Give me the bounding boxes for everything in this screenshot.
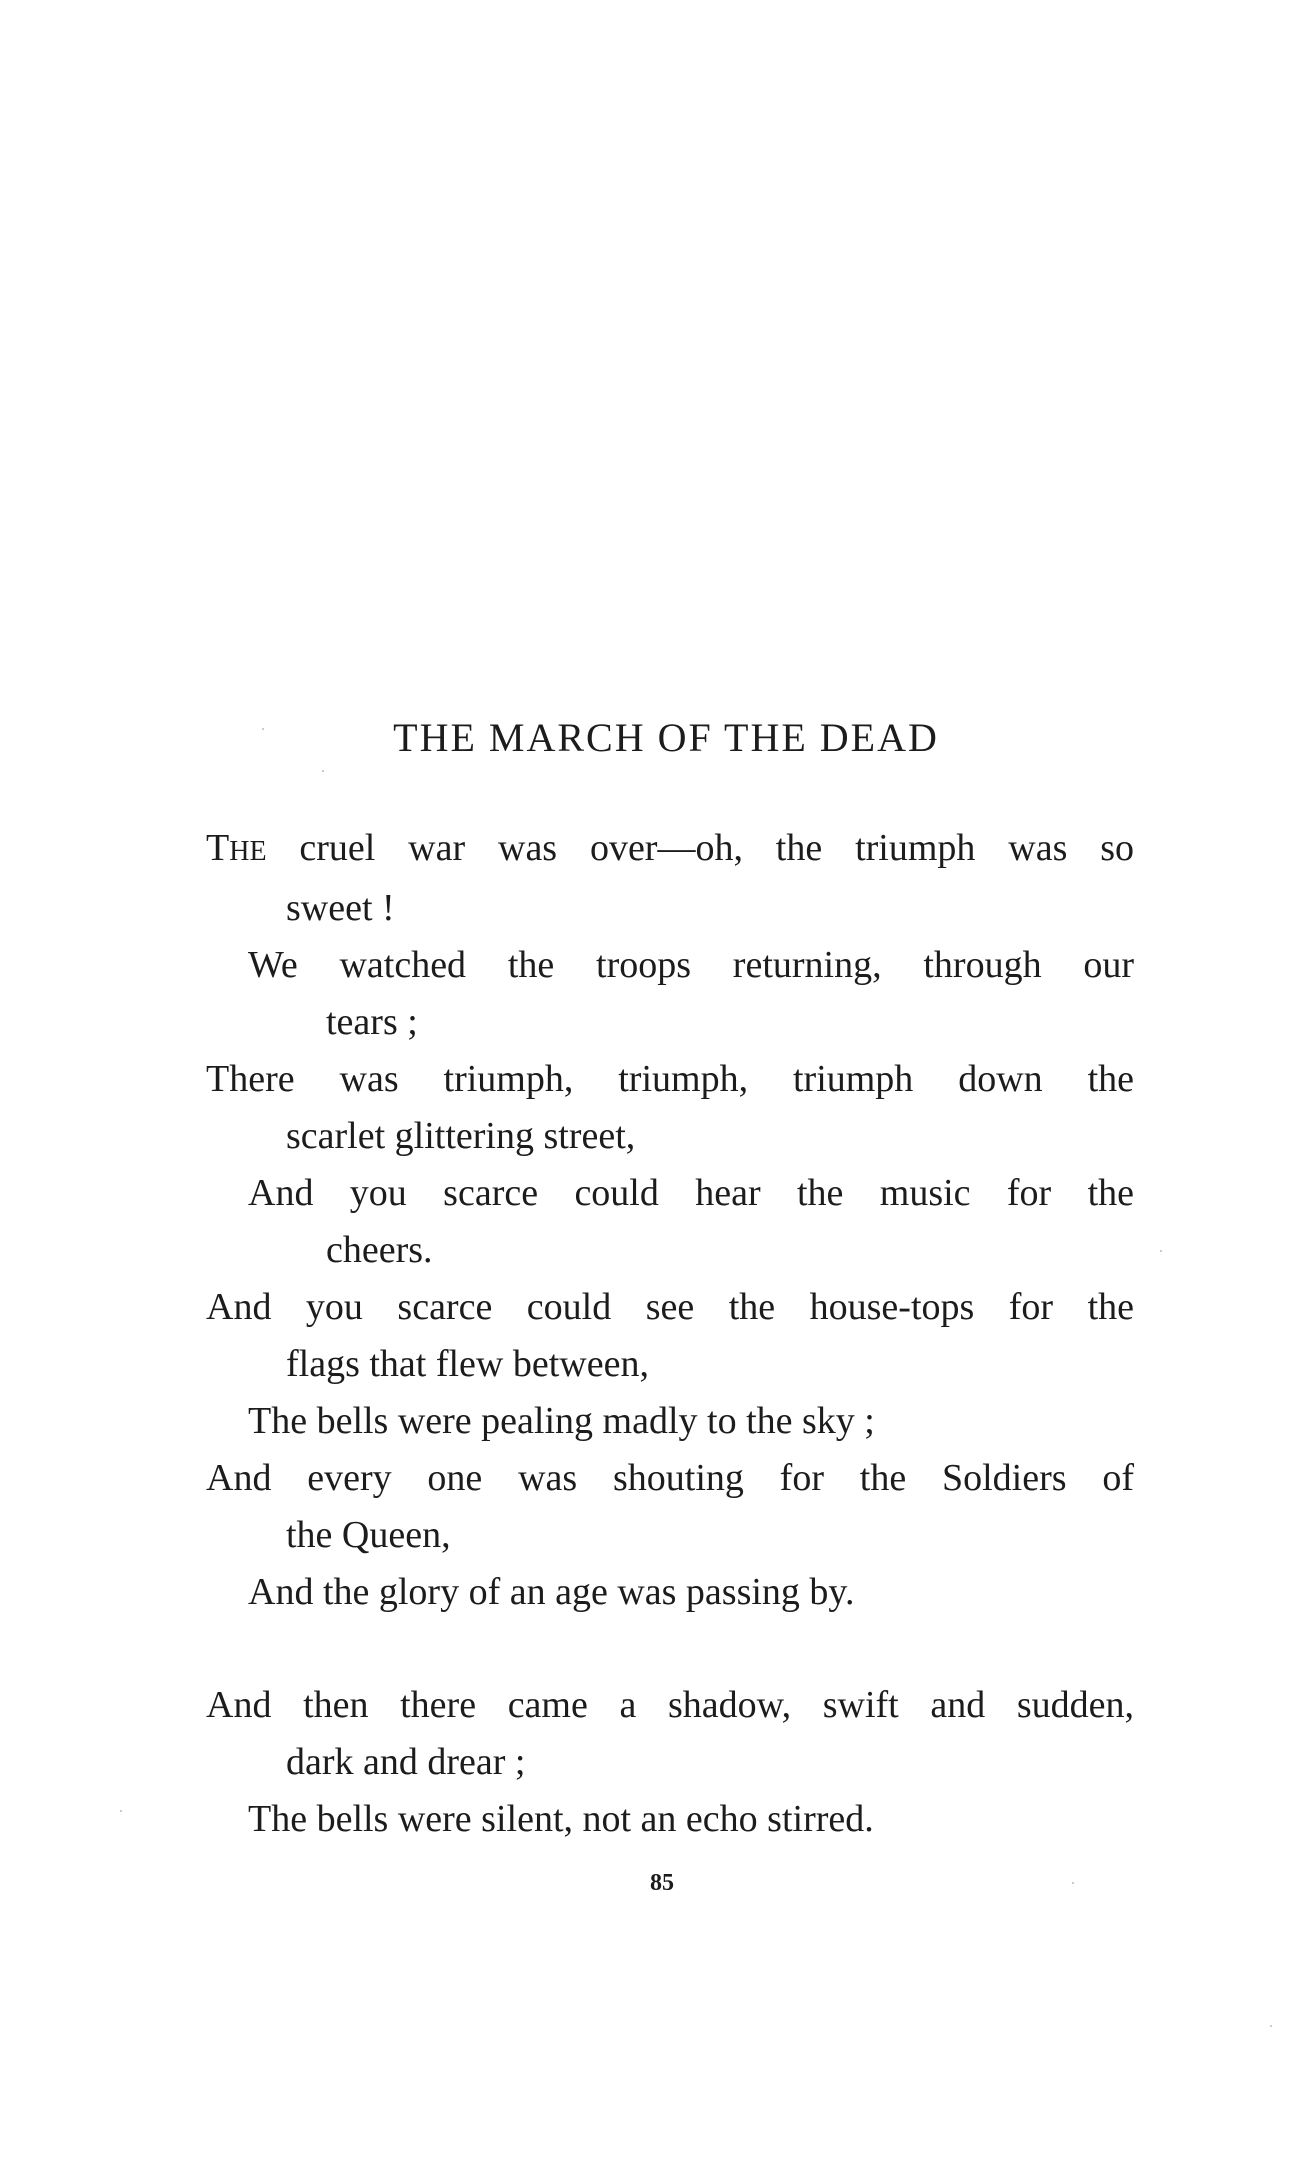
paper-speck [1072,1882,1074,1884]
poem-line-continuation: tears ; [326,1001,418,1043]
poem-line-text: We watched the troops returning, through our [248,944,1134,986]
poem-line [206,1564,1134,1621]
paper-speck [322,770,324,772]
poem-title: THE MARCH OF THE DEAD [393,715,939,760]
stanza-gap [206,1621,1134,1677]
poem-line-continuation: flags that flew between, [286,1343,649,1385]
poem-line-text: There was triumph, triumph, triumph down the [206,1058,1134,1100]
poem-line [206,820,1134,937]
poem-line-continuation: dark and drear ; [286,1741,526,1783]
stanza [206,820,1134,1621]
poem-line [206,1677,1134,1791]
poem-line-text: And the glory of an age was passing by. [248,1571,855,1613]
poem-line-text: And you scarce could see the house-tops for the [206,1286,1134,1328]
opening-small-caps: THE [206,827,267,869]
poem-line [206,1393,1134,1450]
poem-line-text: And every one was shouting for the Soldiers of [206,1457,1134,1499]
poem-line-continuation: sweet ! [286,887,395,929]
poem-line-text: The bells were silent, not an echo stirred. [248,1798,874,1840]
poem-line-text: And then there came a shadow, swift and sudden, [206,1684,1134,1726]
poem-line [206,1791,1134,1848]
poem-line [206,1051,1134,1165]
paper-speck [1270,2025,1272,2027]
poem-body [206,820,1134,1848]
poem-line-text: THE cruel war was over—oh, the triumph was so [206,827,1134,869]
poem-line-continuation: cheers. [326,1229,433,1271]
paper-speck [1160,1250,1162,1252]
stanza [206,1677,1134,1848]
paper-speck [120,1810,122,1812]
poem-line [206,1279,1134,1393]
poem-line [206,1450,1134,1564]
poem-line-text: And you scarce could hear the music for the [248,1172,1134,1214]
page-number: 85 [650,1870,674,1896]
poem-line [206,937,1134,1051]
poem-line-continuation: the Queen, [286,1514,451,1556]
paper-speck [262,728,264,730]
poem-line-continuation: scarlet glittering street, [286,1115,636,1157]
poem-line [206,1165,1134,1279]
poem-line-text: The bells were pealing madly to the sky ; [248,1400,875,1442]
